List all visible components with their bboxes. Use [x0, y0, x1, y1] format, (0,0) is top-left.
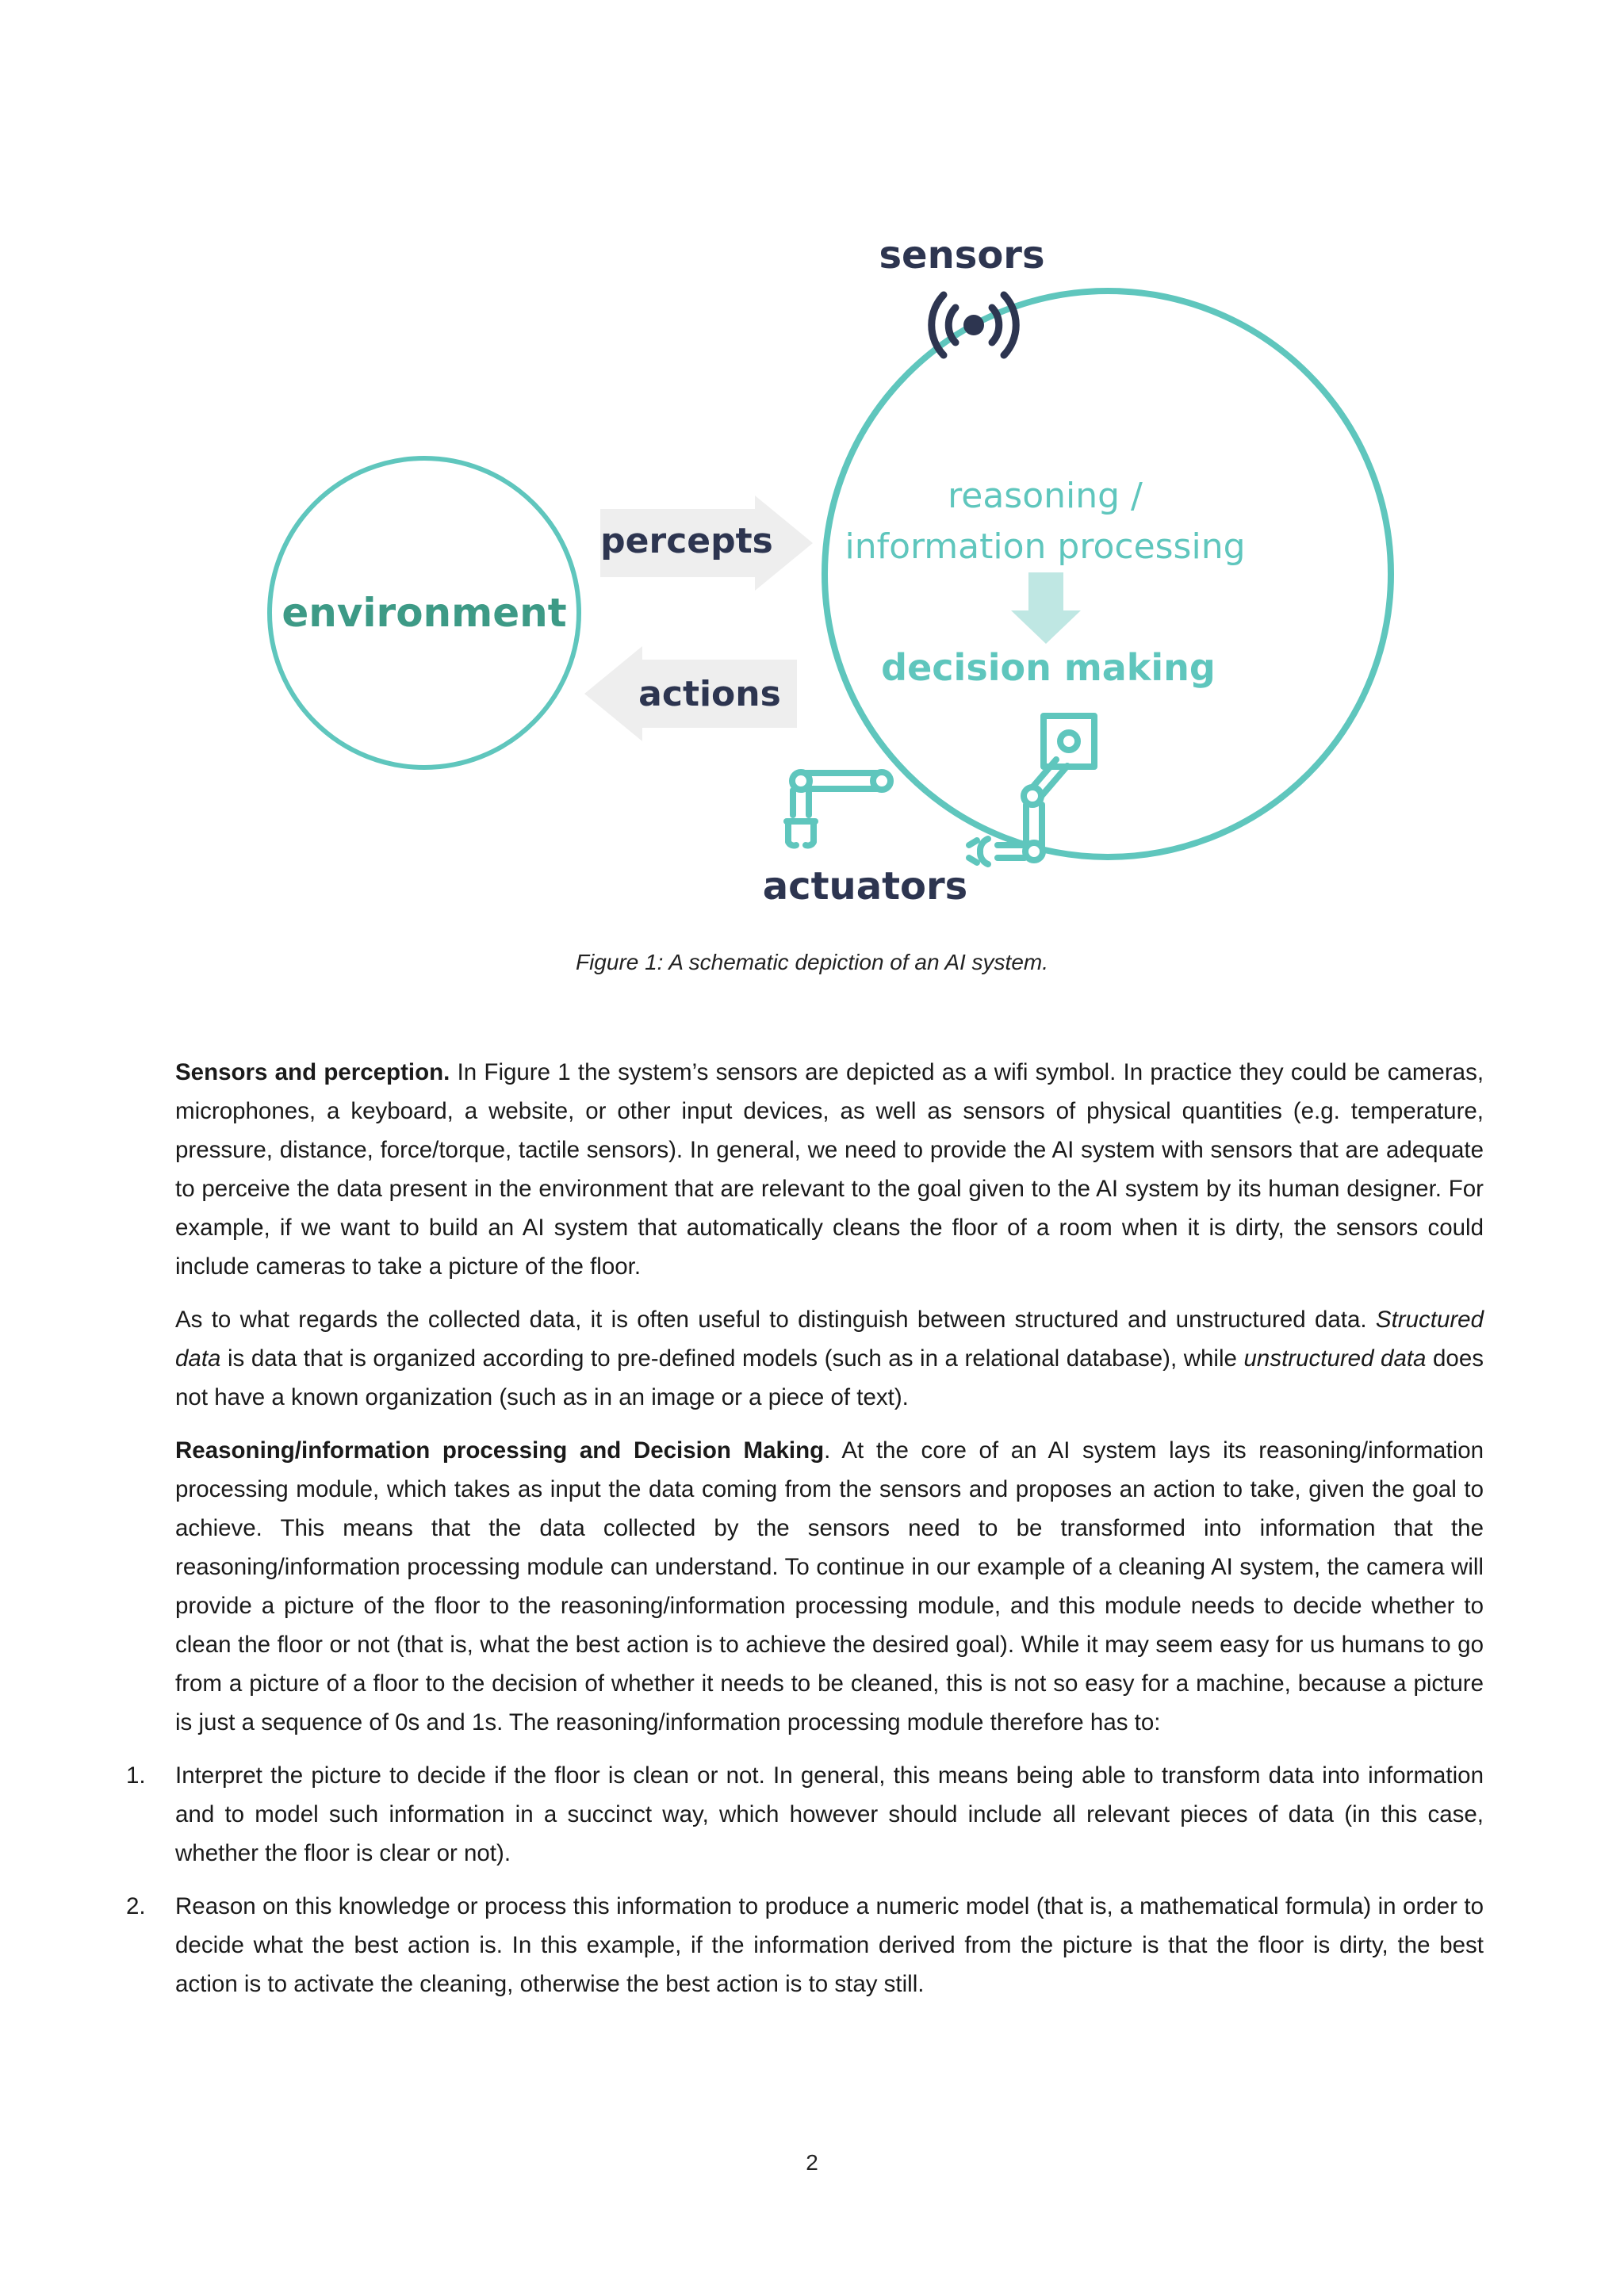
- actions-label: actions: [638, 674, 781, 714]
- right-robot-arm-icon: [969, 716, 1094, 864]
- sensors-label: sensors: [879, 233, 1045, 277]
- list-item-text: Interpret the picture to decide if the floor is clean or not. In general, this means being able to transform data into information and to model such information in a succinct way, which however should include all relevant pieces of data (in this case, whether the floor is clear or not).: [175, 1762, 1484, 1866]
- paragraph-sensors-lead: Sensors and perception.: [175, 1059, 450, 1085]
- list-item-number: 1.: [126, 1762, 146, 1789]
- term-structured-data: Structured data: [175, 1307, 1484, 1372]
- percepts-label: percepts: [600, 521, 773, 561]
- paragraph-reasoning: [175, 1431, 1484, 1742]
- list-item-text: Reason on this knowledge or process this information to produce a numeric model (that is, a mathematical formula) in order to decide what the best action is. In this example, if the information derived from the picture is that the floor is dirty, the best action is to activate the cleaning, otherwise the best action is to stay still.: [175, 1893, 1484, 1997]
- reasoning-label-line1: reasoning /: [948, 476, 1143, 516]
- body-text: [126, 1053, 1484, 2018]
- paragraph-reasoning-text: . At the core of an AI system lays its reasoning/information processing module, which takes as input the data coming from the sensors and proposes an action to take, given the goal to achieve. This means that the data collected by the sensors need to be transformed into information that the reasoning/information processing module can understand. To continue in our example of a cleaning AI system, the camera will provide a picture of the floor to the reasoning/information processing module, and this module needs to decide whether to clean the floor or not (that is, what the best action is to achieve the desired goal). While it may seem easy for us humans to go from a picture of a floor to the decision of whether it needs to be cleaned, this is not so easy for a machine, because a picture is just a sequence of 0s and 1s. The reasoning/information processing module therefore has to:: [175, 1437, 1484, 1735]
- paragraph-data: [175, 1300, 1484, 1417]
- list-item: [126, 1756, 1484, 1873]
- paragraph-sensors-text: In Figure 1 the system’s sensors are depicted as a wifi symbol. In practice they could be cameras, microphones, a keyboard, a website, or other input devices, as well as sensors of physical quantities (e.g. temperature, pressure, distance, force/torque, tactile sensors). In general, we need to provide the AI system with sensors that are adequate to perceive the data present in the environment that are relevant to the goal given to the AI system by its human designer. For example, if we want to build an AI system that automatically cleans the floor of a room when it is dirty, the sensors could include cameras to take a picture of the floor.: [175, 1059, 1484, 1280]
- figure-caption: Figure 1: A schematic depiction of an AI system.: [575, 950, 1049, 974]
- paragraph-data-c: does not have a known organization (such as in an image or a piece of text).: [175, 1345, 1484, 1410]
- list-item: [126, 1887, 1484, 2003]
- processing-down-arrow: [1011, 572, 1081, 644]
- actuators-label: actuators: [762, 864, 968, 909]
- environment-label: environment: [282, 590, 567, 636]
- paragraph-reasoning-lead: Reasoning/information processing and Decision Making: [175, 1437, 825, 1464]
- ai-system-circle: [825, 291, 1391, 857]
- left-robot-arm-icon: [787, 772, 891, 846]
- ai-system-diagram: [238, 214, 1443, 928]
- decision-making-label: decision making: [881, 646, 1216, 689]
- list-item-number: 2.: [126, 1893, 146, 1919]
- paragraph-sensors: [175, 1053, 1484, 1286]
- reasoning-label-line2: information processing: [845, 526, 1246, 567]
- paragraph-data-a: As to what regards the collected data, it is often useful to distinguish between structured and unstructured data.: [175, 1307, 1376, 1333]
- term-unstructured-data: unstructured data: [1243, 1345, 1427, 1372]
- page-number: 2: [806, 2150, 818, 2175]
- paragraph-data-b: is data that is organized according to pre-defined models (such as in a relational database), while: [220, 1345, 1244, 1372]
